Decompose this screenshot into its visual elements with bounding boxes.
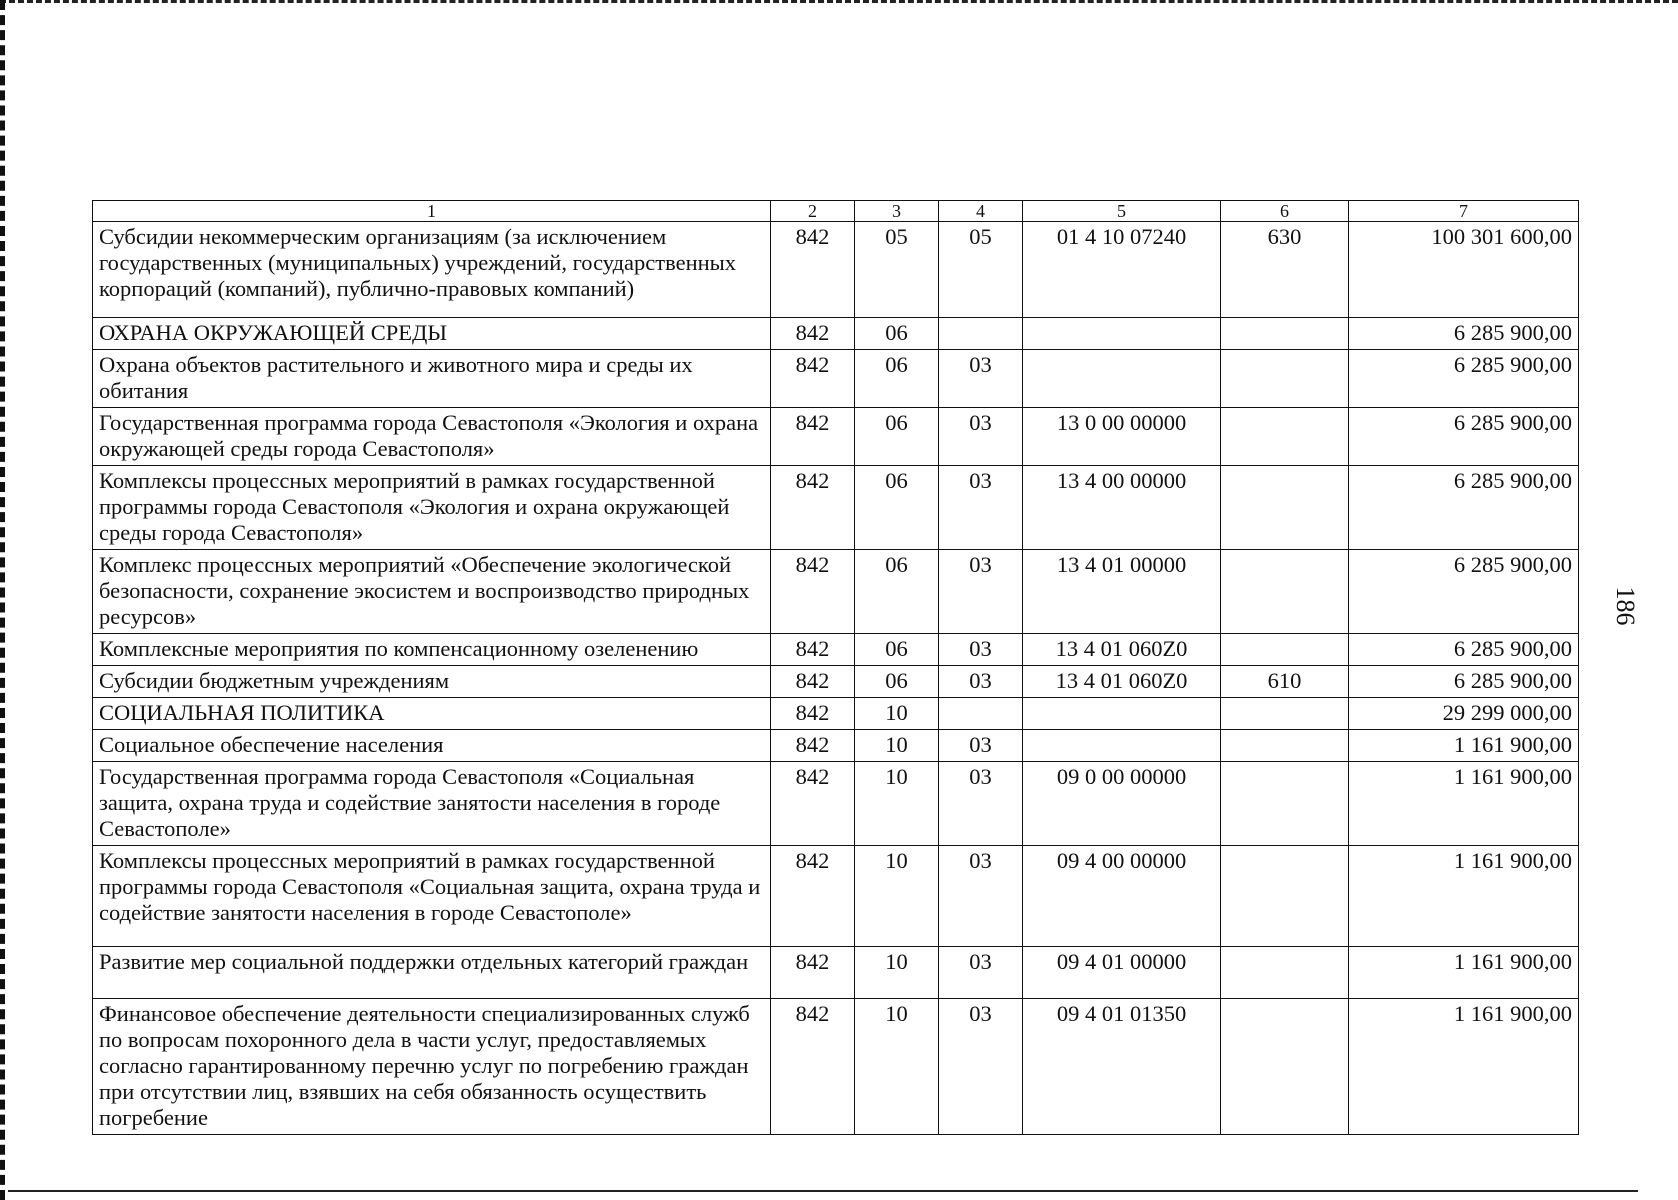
header-cell: 5 bbox=[1023, 201, 1221, 222]
sum-cell: 6 285 900,00 bbox=[1349, 466, 1579, 550]
subsection-cell: 05 bbox=[939, 222, 1023, 318]
expense-type-cell bbox=[1221, 999, 1349, 1135]
table-row bbox=[93, 730, 1579, 762]
section-cell: 05 bbox=[855, 222, 939, 318]
sum-cell: 1 161 900,00 bbox=[1349, 762, 1579, 846]
sum-cell: 1 161 900,00 bbox=[1349, 730, 1579, 762]
expense-type-cell bbox=[1221, 318, 1349, 350]
expense-type-cell: 610 bbox=[1221, 666, 1349, 698]
table-body bbox=[93, 222, 1579, 1135]
code-cell: 842 bbox=[771, 698, 855, 730]
table-row bbox=[93, 408, 1579, 466]
section-cell: 10 bbox=[855, 730, 939, 762]
name-cell: Социальное обеспечение населения bbox=[93, 730, 771, 762]
code-cell: 842 bbox=[771, 318, 855, 350]
table-row bbox=[93, 466, 1579, 550]
expense-type-cell bbox=[1221, 762, 1349, 846]
sum-cell: 6 285 900,00 bbox=[1349, 318, 1579, 350]
name-cell: Комплекс процессных мероприятий «Обеспечение экологической безопасности, сохранение экосистем и воспроизводство природных ресурсов» bbox=[93, 550, 771, 634]
section-cell: 10 bbox=[855, 999, 939, 1135]
sum-cell: 1 161 900,00 bbox=[1349, 999, 1579, 1135]
code-cell: 842 bbox=[771, 408, 855, 466]
table-row bbox=[93, 634, 1579, 666]
subsection-cell: 03 bbox=[939, 947, 1023, 999]
table-row bbox=[93, 318, 1579, 350]
name-cell: Комплексы процессных мероприятий в рамках государственной программы города Севастополя «Экология и охрана окружающей среды города Севастополя» bbox=[93, 466, 771, 550]
section-cell: 10 bbox=[855, 947, 939, 999]
section-cell: 06 bbox=[855, 350, 939, 408]
target-article-cell bbox=[1023, 698, 1221, 730]
sum-cell: 1 161 900,00 bbox=[1349, 846, 1579, 947]
subsection-cell: 03 bbox=[939, 846, 1023, 947]
header-cell: 3 bbox=[855, 201, 939, 222]
table-row bbox=[93, 947, 1579, 999]
expense-type-cell bbox=[1221, 730, 1349, 762]
table-row bbox=[93, 222, 1579, 318]
target-article-cell: 09 4 01 01350 bbox=[1023, 999, 1221, 1135]
section-cell: 06 bbox=[855, 318, 939, 350]
expense-type-cell bbox=[1221, 466, 1349, 550]
target-article-cell: 13 4 00 00000 bbox=[1023, 466, 1221, 550]
table-row bbox=[93, 762, 1579, 846]
sum-cell: 6 285 900,00 bbox=[1349, 666, 1579, 698]
section-cell: 06 bbox=[855, 466, 939, 550]
subsection-cell: 03 bbox=[939, 762, 1023, 846]
expense-type-cell bbox=[1221, 947, 1349, 999]
code-cell: 842 bbox=[771, 947, 855, 999]
expense-type-cell bbox=[1221, 634, 1349, 666]
header-cell: 7 bbox=[1349, 201, 1579, 222]
table-row bbox=[93, 999, 1579, 1135]
target-article-cell: 13 4 01 060Z0 bbox=[1023, 634, 1221, 666]
header-cell: 4 bbox=[939, 201, 1023, 222]
subsection-cell: 03 bbox=[939, 666, 1023, 698]
name-cell: Комплексные мероприятия по компенсационному озеленению bbox=[93, 634, 771, 666]
name-cell: ОХРАНА ОКРУЖАЮЩЕЙ СРЕДЫ bbox=[93, 318, 771, 350]
expense-type-cell bbox=[1221, 846, 1349, 947]
section-cell: 10 bbox=[855, 698, 939, 730]
target-article-cell: 01 4 10 07240 bbox=[1023, 222, 1221, 318]
table-row bbox=[93, 550, 1579, 634]
target-article-cell: 09 0 00 00000 bbox=[1023, 762, 1221, 846]
code-cell: 842 bbox=[771, 350, 855, 408]
code-cell: 842 bbox=[771, 634, 855, 666]
sum-cell: 6 285 900,00 bbox=[1349, 634, 1579, 666]
scan-border-top bbox=[0, 0, 1678, 3]
header-row bbox=[93, 201, 1579, 222]
name-cell: Развитие мер социальной поддержки отдельных категорий граждан bbox=[93, 947, 771, 999]
name-cell: Комплексы процессных мероприятий в рамках государственной программы города Севастополя «Социальная защита, охрана труда и содействие занятости населения в городе Севастополе» bbox=[93, 846, 771, 947]
header-cell: 1 bbox=[93, 201, 771, 222]
target-article-cell bbox=[1023, 318, 1221, 350]
page-number: 186 bbox=[1611, 586, 1640, 626]
section-cell: 06 bbox=[855, 666, 939, 698]
target-article-cell: 13 4 01 00000 bbox=[1023, 550, 1221, 634]
code-cell: 842 bbox=[771, 846, 855, 947]
target-article-cell bbox=[1023, 730, 1221, 762]
bottom-rule bbox=[8, 1190, 1638, 1192]
sum-cell: 6 285 900,00 bbox=[1349, 350, 1579, 408]
target-article-cell: 13 4 01 060Z0 bbox=[1023, 666, 1221, 698]
section-cell: 10 bbox=[855, 846, 939, 947]
sum-cell: 1 161 900,00 bbox=[1349, 947, 1579, 999]
section-cell: 10 bbox=[855, 762, 939, 846]
code-cell: 842 bbox=[771, 666, 855, 698]
table-row bbox=[93, 666, 1579, 698]
target-article-cell bbox=[1023, 350, 1221, 408]
subsection-cell: 03 bbox=[939, 350, 1023, 408]
subsection-cell: 03 bbox=[939, 550, 1023, 634]
scan-border-left bbox=[0, 0, 5, 1200]
table-row bbox=[93, 698, 1579, 730]
header-cell: 2 bbox=[771, 201, 855, 222]
name-cell: Государственная программа города Севастополя «Социальная защита, охрана труда и содействие занятости населения в городе Севастополе» bbox=[93, 762, 771, 846]
target-article-cell: 09 4 01 00000 bbox=[1023, 947, 1221, 999]
table-row bbox=[93, 350, 1579, 408]
name-cell: Субсидии некоммерческим организациям (за исключением государственных (муниципальных) учреждений, государственных корпораций (компаний), публично-правовых компаний) bbox=[93, 222, 771, 318]
section-cell: 06 bbox=[855, 634, 939, 666]
expense-type-cell bbox=[1221, 350, 1349, 408]
subsection-cell: 03 bbox=[939, 408, 1023, 466]
code-cell: 842 bbox=[771, 466, 855, 550]
subsection-cell: 03 bbox=[939, 466, 1023, 550]
subsection-cell bbox=[939, 318, 1023, 350]
target-article-cell: 09 4 00 00000 bbox=[1023, 846, 1221, 947]
code-cell: 842 bbox=[771, 762, 855, 846]
name-cell: Субсидии бюджетным учреждениям bbox=[93, 666, 771, 698]
sum-cell: 6 285 900,00 bbox=[1349, 550, 1579, 634]
expense-type-cell bbox=[1221, 408, 1349, 466]
code-cell: 842 bbox=[771, 730, 855, 762]
name-cell: СОЦИАЛЬНАЯ ПОЛИТИКА bbox=[93, 698, 771, 730]
code-cell: 842 bbox=[771, 550, 855, 634]
expense-type-cell: 630 bbox=[1221, 222, 1349, 318]
budget-table bbox=[92, 200, 1579, 1135]
sum-cell: 100 301 600,00 bbox=[1349, 222, 1579, 318]
code-cell: 842 bbox=[771, 222, 855, 318]
name-cell: Охрана объектов растительного и животного мира и среды их обитания bbox=[93, 350, 771, 408]
section-cell: 06 bbox=[855, 550, 939, 634]
sum-cell: 29 299 000,00 bbox=[1349, 698, 1579, 730]
sum-cell: 6 285 900,00 bbox=[1349, 408, 1579, 466]
table-row bbox=[93, 846, 1579, 947]
subsection-cell: 03 bbox=[939, 999, 1023, 1135]
subsection-cell: 03 bbox=[939, 730, 1023, 762]
name-cell: Государственная программа города Севастополя «Экология и охрана окружающей среды города Севастополя» bbox=[93, 408, 771, 466]
subsection-cell bbox=[939, 698, 1023, 730]
header-cell: 6 bbox=[1221, 201, 1349, 222]
section-cell: 06 bbox=[855, 408, 939, 466]
target-article-cell: 13 0 00 00000 bbox=[1023, 408, 1221, 466]
expense-type-cell bbox=[1221, 698, 1349, 730]
name-cell: Финансовое обеспечение деятельности специализированных служб по вопросам похоронного дела в части услуг, предоставляемых согласно гарантированному перечню услуг по погребению граждан при отсутствии лиц, взявших на себя обязанность осуществить погребение bbox=[93, 999, 771, 1135]
code-cell: 842 bbox=[771, 999, 855, 1135]
subsection-cell: 03 bbox=[939, 634, 1023, 666]
expense-type-cell bbox=[1221, 550, 1349, 634]
